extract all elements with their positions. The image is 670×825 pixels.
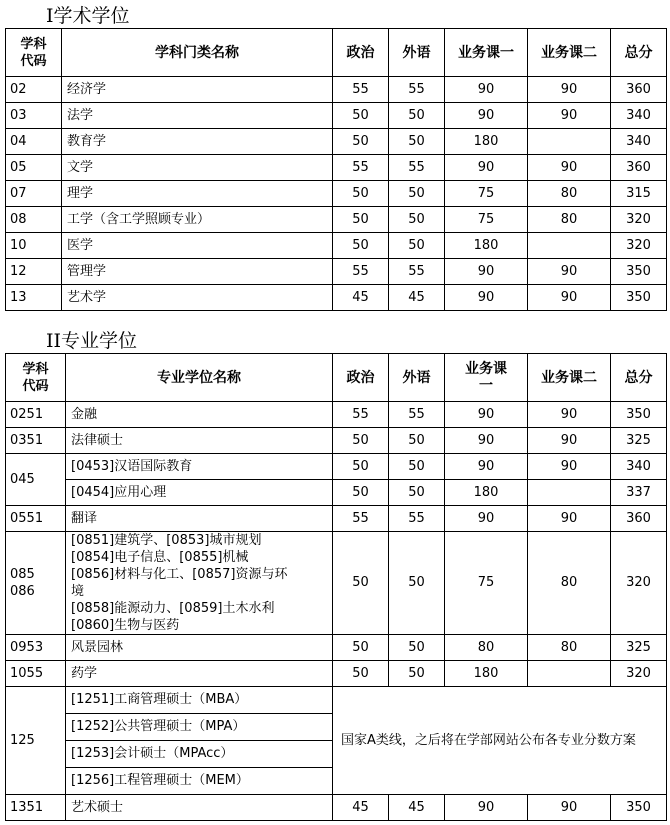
cell-name: [0453]汉语国际教育 bbox=[66, 454, 333, 480]
cell-code: 1055 bbox=[6, 661, 66, 687]
cell-code: 1351 bbox=[6, 795, 66, 821]
cell-code: 03 bbox=[6, 103, 62, 129]
table-row bbox=[6, 661, 667, 687]
header-course2: 业务课二 bbox=[528, 29, 611, 77]
cell-code: 045 bbox=[6, 454, 66, 506]
cell-total: 340 bbox=[611, 129, 667, 155]
cell-code: 0551 bbox=[6, 506, 66, 532]
header-code: 学科 代码 bbox=[6, 354, 66, 402]
cell-name: 艺术学 bbox=[62, 285, 333, 311]
cell-name: 法学 bbox=[62, 103, 333, 129]
cell-politics: 50 bbox=[333, 428, 389, 454]
cell-foreign: 50 bbox=[389, 129, 445, 155]
cell-course2: 80 bbox=[528, 532, 611, 635]
cell-course1: 90 bbox=[445, 428, 528, 454]
table-row bbox=[6, 402, 667, 428]
table-row bbox=[6, 103, 667, 129]
cell-course2: 80 bbox=[528, 635, 611, 661]
cell-name: 经济学 bbox=[62, 77, 333, 103]
cell-course2: 90 bbox=[528, 402, 611, 428]
cell-total: 340 bbox=[611, 103, 667, 129]
cell-course1: 80 bbox=[445, 635, 528, 661]
table-row bbox=[6, 259, 667, 285]
header-course1: 业务课 一 bbox=[445, 354, 528, 402]
cell-course1: 180 bbox=[445, 129, 528, 155]
cell-politics: 50 bbox=[333, 181, 389, 207]
cell-code: 0953 bbox=[6, 635, 66, 661]
cell-politics: 50 bbox=[333, 635, 389, 661]
table-row bbox=[6, 795, 667, 821]
cell-name: 金融 bbox=[66, 402, 333, 428]
header-code: 学科 代码 bbox=[6, 29, 62, 77]
cell-code: 07 bbox=[6, 181, 62, 207]
table-row bbox=[6, 285, 667, 311]
cell-course1: 90 bbox=[445, 402, 528, 428]
cell-politics: 50 bbox=[333, 233, 389, 259]
cell-politics: 55 bbox=[333, 506, 389, 532]
cell-foreign: 50 bbox=[389, 635, 445, 661]
cell-foreign: 45 bbox=[389, 795, 445, 821]
cell-name: 理学 bbox=[62, 181, 333, 207]
cell-foreign: 50 bbox=[389, 454, 445, 480]
cell-total: 320 bbox=[611, 233, 667, 259]
cell-course2: 90 bbox=[528, 155, 611, 181]
cell-course2: 80 bbox=[528, 181, 611, 207]
cell-code: 12 bbox=[6, 259, 62, 285]
cell-name: [1256]工程管理硕士（MEM） bbox=[66, 768, 333, 795]
header-course1: 业务课一 bbox=[445, 29, 528, 77]
header-foreign-language: 外语 bbox=[389, 29, 445, 77]
cell-total: 320 bbox=[611, 207, 667, 233]
table-row bbox=[6, 181, 667, 207]
cell-code: 05 bbox=[6, 155, 62, 181]
cell-name: 工学（含工学照顾专业） bbox=[62, 207, 333, 233]
cell-course2: 90 bbox=[528, 77, 611, 103]
cell-total: 315 bbox=[611, 181, 667, 207]
cell-name: 翻译 bbox=[66, 506, 333, 532]
cell-name: 风景园林 bbox=[66, 635, 333, 661]
cell-course1: 90 bbox=[445, 285, 528, 311]
professional-degree-title: II专业学位 bbox=[46, 330, 138, 352]
cell-total: 337 bbox=[611, 480, 667, 506]
cell-politics: 45 bbox=[333, 795, 389, 821]
academic-score-table bbox=[5, 28, 667, 311]
cell-course1: 90 bbox=[445, 259, 528, 285]
cell-politics: 50 bbox=[333, 532, 389, 635]
cell-course1: 75 bbox=[445, 207, 528, 233]
cell-course1: 75 bbox=[445, 532, 528, 635]
cell-course1: 180 bbox=[445, 661, 528, 687]
cell-name: [0851]建筑学、[0853]城市规划 [0854]电子信息、[0855]机械 [0856]材料与化工、[0857]资源与环 境 [0858]能源动力、[0859]土木水利 [0860]生物与医药 bbox=[66, 532, 333, 635]
table-row bbox=[6, 687, 667, 714]
table-row bbox=[6, 155, 667, 181]
cell-name: 医学 bbox=[62, 233, 333, 259]
cell-code: 04 bbox=[6, 129, 62, 155]
cell-total: 360 bbox=[611, 77, 667, 103]
cell-name: 管理学 bbox=[62, 259, 333, 285]
cell-politics: 45 bbox=[333, 285, 389, 311]
header-foreign-language: 外语 bbox=[389, 354, 445, 402]
cell-course2: 90 bbox=[528, 454, 611, 480]
header-course2: 业务课二 bbox=[528, 354, 611, 402]
cell-course2 bbox=[528, 233, 611, 259]
cell-course2: 90 bbox=[528, 506, 611, 532]
cell-foreign: 50 bbox=[389, 181, 445, 207]
cell-foreign: 55 bbox=[389, 259, 445, 285]
header-politics: 政治 bbox=[333, 354, 389, 402]
cell-course2: 90 bbox=[528, 795, 611, 821]
cell-code: 085 086 bbox=[6, 532, 66, 635]
header-name: 专业学位名称 bbox=[66, 354, 333, 402]
table-row bbox=[6, 506, 667, 532]
table-row bbox=[6, 77, 667, 103]
table-row bbox=[6, 207, 667, 233]
cell-name: 药学 bbox=[66, 661, 333, 687]
cell-code: 125 bbox=[6, 687, 66, 795]
professional-score-table bbox=[5, 353, 667, 821]
cell-foreign: 50 bbox=[389, 428, 445, 454]
cell-name: 文学 bbox=[62, 155, 333, 181]
cell-foreign: 55 bbox=[389, 155, 445, 181]
cell-total: 360 bbox=[611, 506, 667, 532]
cell-foreign: 55 bbox=[389, 77, 445, 103]
cell-foreign: 50 bbox=[389, 233, 445, 259]
cell-name: 艺术硕士 bbox=[66, 795, 333, 821]
table-row bbox=[6, 635, 667, 661]
cell-politics: 55 bbox=[333, 402, 389, 428]
cell-politics: 55 bbox=[333, 155, 389, 181]
cell-foreign: 55 bbox=[389, 402, 445, 428]
table-row bbox=[6, 428, 667, 454]
cell-name: [0454]应用心理 bbox=[66, 480, 333, 506]
table-row bbox=[6, 233, 667, 259]
cell-politics: 50 bbox=[333, 480, 389, 506]
cell-total: 325 bbox=[611, 428, 667, 454]
cell-course2: 90 bbox=[528, 428, 611, 454]
cell-total: 320 bbox=[611, 661, 667, 687]
cell-code: 0251 bbox=[6, 402, 66, 428]
cell-politics: 55 bbox=[333, 77, 389, 103]
cell-politics: 50 bbox=[333, 207, 389, 233]
cell-course1: 90 bbox=[445, 454, 528, 480]
table-row bbox=[6, 129, 667, 155]
cell-course1: 180 bbox=[445, 480, 528, 506]
cell-total: 350 bbox=[611, 795, 667, 821]
cell-foreign: 50 bbox=[389, 103, 445, 129]
header-politics: 政治 bbox=[333, 29, 389, 77]
cell-politics: 50 bbox=[333, 454, 389, 480]
cell-course2: 90 bbox=[528, 285, 611, 311]
cell-total: 320 bbox=[611, 532, 667, 635]
cell-course2 bbox=[528, 661, 611, 687]
cell-course1: 90 bbox=[445, 103, 528, 129]
table-row bbox=[6, 480, 667, 506]
cell-foreign: 50 bbox=[389, 480, 445, 506]
cell-course1: 90 bbox=[445, 155, 528, 181]
cell-course2 bbox=[528, 480, 611, 506]
cell-foreign: 45 bbox=[389, 285, 445, 311]
cell-course2: 90 bbox=[528, 103, 611, 129]
table-row bbox=[6, 454, 667, 480]
cell-total: 350 bbox=[611, 285, 667, 311]
cell-total: 325 bbox=[611, 635, 667, 661]
table-row bbox=[6, 532, 667, 635]
cell-code: 02 bbox=[6, 77, 62, 103]
cell-code: 13 bbox=[6, 285, 62, 311]
national-line-note: 国家A类线，之后将在学部网站公布各专业分数方案 bbox=[333, 687, 667, 795]
cell-total: 360 bbox=[611, 155, 667, 181]
cell-politics: 50 bbox=[333, 129, 389, 155]
cell-politics: 55 bbox=[333, 259, 389, 285]
cell-total: 350 bbox=[611, 259, 667, 285]
cell-foreign: 50 bbox=[389, 661, 445, 687]
academic-degree-title: I学术学位 bbox=[46, 5, 130, 27]
cell-foreign: 50 bbox=[389, 207, 445, 233]
cell-total: 350 bbox=[611, 402, 667, 428]
cell-course2 bbox=[528, 129, 611, 155]
cell-name: [1251]工商管理硕士（MBA） bbox=[66, 687, 333, 714]
cell-name: [1253]会计硕士（MPAcc） bbox=[66, 741, 333, 768]
header-name: 学科门类名称 bbox=[62, 29, 333, 77]
cell-course1: 75 bbox=[445, 181, 528, 207]
cell-politics: 50 bbox=[333, 103, 389, 129]
cell-politics: 50 bbox=[333, 661, 389, 687]
cell-name: 法律硕士 bbox=[66, 428, 333, 454]
header-total: 总分 bbox=[611, 354, 667, 402]
professional-header-row bbox=[6, 354, 667, 402]
cell-name: 教育学 bbox=[62, 129, 333, 155]
cell-course2: 80 bbox=[528, 207, 611, 233]
cell-course1: 180 bbox=[445, 233, 528, 259]
cell-course1: 90 bbox=[445, 506, 528, 532]
cell-code: 0351 bbox=[6, 428, 66, 454]
cell-code: 08 bbox=[6, 207, 62, 233]
cell-code: 10 bbox=[6, 233, 62, 259]
cell-course1: 90 bbox=[445, 77, 528, 103]
academic-header-row bbox=[6, 29, 667, 77]
header-total: 总分 bbox=[611, 29, 667, 77]
cell-total: 340 bbox=[611, 454, 667, 480]
cell-course2: 90 bbox=[528, 259, 611, 285]
cell-name: [1252]公共管理硕士（MPA） bbox=[66, 714, 333, 741]
cell-foreign: 55 bbox=[389, 506, 445, 532]
cell-course1: 90 bbox=[445, 795, 528, 821]
cell-foreign: 50 bbox=[389, 532, 445, 635]
